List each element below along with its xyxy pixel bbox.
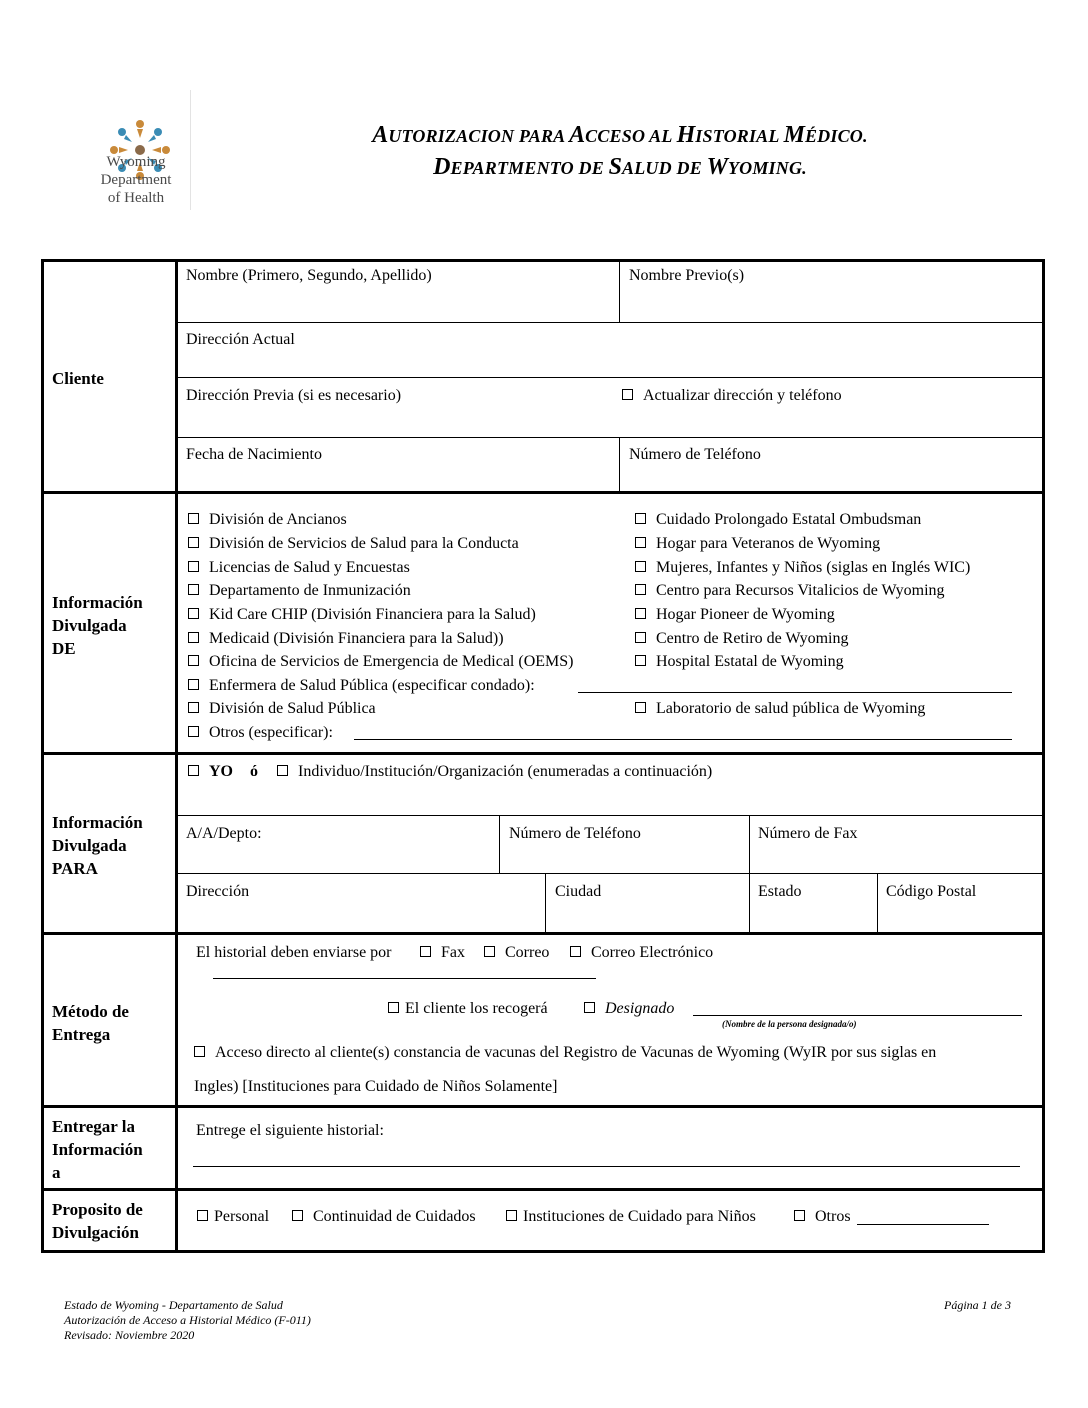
checkbox-icon (635, 655, 646, 666)
nombre-field[interactable]: Nombre (Primero, Segundo, Apellido) (186, 267, 432, 284)
checkbox-icon (292, 1210, 303, 1221)
logo-divider (190, 90, 191, 210)
col-divider (749, 815, 750, 932)
section-divider (41, 932, 1045, 935)
option-pioneer[interactable]: Hogar Pioneer de Wyoming (635, 605, 835, 624)
acceso-directo-line2: Ingles) [Instituciones para Cuidado de Niños Solamente] (194, 1078, 558, 1095)
individuo-checkbox[interactable]: Individuo/Institución/Organización (enumeradas a continuación) (277, 762, 712, 781)
col-divider (499, 815, 500, 873)
checkbox-icon (506, 1210, 517, 1221)
otros-blank-line[interactable] (354, 739, 1012, 740)
checkbox-icon (635, 632, 646, 643)
col-divider (877, 873, 878, 932)
option-oems[interactable]: Oficina de Servicios de Emergencia de Medical (OEMS) (188, 652, 573, 671)
checkbox-icon (277, 765, 288, 776)
para-codigo-postal-field[interactable]: Código Postal (886, 883, 977, 900)
para-estado-field[interactable]: Estado (758, 883, 802, 900)
proposito-otros-checkbox[interactable]: Otros (794, 1207, 851, 1226)
acceso-directo-checkbox[interactable]: Acceso directo al cliente(s) constancia de vacunas del Registro de Vacunas de Wyoming (WyIR por sus siglas en (194, 1043, 936, 1062)
checkbox-icon (635, 561, 646, 572)
form-title-line2: DEPARTMENTO DE SALUD DE WYOMING. (433, 154, 807, 180)
checkbox-icon (188, 655, 199, 666)
yo-checkbox[interactable]: YO (188, 762, 233, 781)
checkbox-icon (622, 389, 633, 400)
para-fax-field[interactable]: Número de Fax (758, 825, 858, 842)
proposito-personal-checkbox[interactable]: Personal (197, 1207, 269, 1226)
option-medicaid[interactable]: Medicaid (División Financiera para la Salud)) (188, 629, 504, 648)
option-recursos-vitalicios[interactable]: Centro para Recursos Vitalicios de Wyoming (635, 581, 945, 600)
checkbox-icon (484, 946, 495, 957)
checkbox-icon (584, 1002, 595, 1013)
option-division-salud[interactable]: División de Salud Pública (188, 699, 376, 718)
para-telefono-field[interactable]: Número de Teléfono (509, 825, 641, 842)
entregar-info-text: Entrege el siguiente historial: (196, 1122, 384, 1139)
direccion-previa-field[interactable]: Dirección Previa (si es necesario) (186, 387, 402, 404)
enfermera-blank-line[interactable] (578, 692, 1012, 693)
entrega-prefix: El historial deben enviarse por (196, 944, 392, 961)
section-label-cliente: Cliente (52, 369, 104, 388)
proposito-continuidad-checkbox[interactable]: Continuidad de Cuidados (292, 1207, 476, 1226)
label-column-divider (175, 259, 178, 1253)
yo-o-separator: ó (250, 763, 258, 780)
checkbox-icon (635, 584, 646, 595)
checkbox-icon (188, 679, 199, 690)
section-label-entrega: Método de Entrega (52, 1002, 129, 1044)
checkbox-icon (188, 608, 199, 619)
designado-note: (Nombre de la persona designada/o) (722, 1019, 857, 1029)
fecha-nacimiento-field[interactable]: Fecha de Nacimiento (186, 446, 322, 463)
option-veteranos[interactable]: Hogar para Veteranos de Wyoming (635, 534, 880, 553)
footer-line2: Autorización de Acceso a Historial Médico (F-011) (64, 1313, 311, 1327)
checkbox-icon (635, 702, 646, 713)
checkbox-icon (188, 632, 199, 643)
nombre-previo-field[interactable]: Nombre Previo(s) (629, 267, 745, 284)
section-label-divulgada-de: Información Divulgada DE (52, 593, 143, 658)
page-number: Página 1 de 3 (944, 1298, 1011, 1312)
option-hospital-estatal[interactable]: Hospital Estatal de Wyoming (635, 652, 844, 671)
designado-blank-line[interactable] (693, 1015, 1022, 1016)
direccion-actual-field[interactable]: Dirección Actual (186, 331, 295, 348)
option-inmunizacion[interactable]: Departamento de Inmunización (188, 581, 411, 600)
option-enfermera[interactable]: Enfermera de Salud Pública (especificar condado): (188, 676, 535, 695)
checkbox-icon (794, 1210, 805, 1221)
checkbox-icon (194, 1046, 205, 1057)
section-divider (41, 1105, 1045, 1108)
option-retiro[interactable]: Centro de Retiro de Wyoming (635, 629, 848, 648)
section-label-entregar-info: Entregar la Información a (52, 1117, 143, 1182)
checkbox-icon (188, 513, 199, 524)
section-label-divulgada-para: Información Divulgada PARA (52, 813, 143, 878)
telefono-field[interactable]: Número de Teléfono (629, 446, 761, 463)
checkbox-icon (388, 1002, 399, 1013)
form-title-line1: AUTORIZACION PARA ACCESO AL HISTORIAL MÉDICO. (372, 122, 868, 148)
checkbox-icon (420, 946, 431, 957)
footer-line3: Revisado: Noviembre 2020 (64, 1328, 195, 1342)
actualizar-checkbox[interactable]: Actualizar dirección y teléfono (622, 386, 842, 405)
option-division-ancianos[interactable]: División de Ancianos (188, 510, 347, 529)
row-divider (177, 377, 1043, 378)
checkbox-icon (188, 584, 199, 595)
checkbox-icon (570, 946, 581, 957)
section-divider (41, 752, 1045, 755)
designado-checkbox[interactable]: Designado (584, 999, 674, 1018)
aa-depto-field[interactable]: A/A/Depto: (186, 825, 262, 842)
row-divider (177, 322, 1043, 323)
entrega-fax-checkbox[interactable]: Fax (420, 943, 465, 962)
proposito-instituciones-checkbox[interactable]: Instituciones de Cuidado para Niños (506, 1207, 756, 1226)
recogera-checkbox[interactable]: El cliente los recogerá (388, 999, 548, 1018)
option-otros[interactable]: Otros (especificar): (188, 723, 333, 742)
option-laboratorio[interactable]: Laboratorio de salud pública de Wyoming (635, 699, 925, 718)
section-label-proposito: Proposito de Divulgación (52, 1200, 143, 1242)
checkbox-icon (188, 726, 199, 737)
checkbox-icon (197, 1210, 208, 1221)
para-ciudad-field[interactable]: Ciudad (555, 883, 602, 900)
col-divider (619, 261, 620, 322)
entrega-correo-checkbox[interactable]: Correo (484, 943, 549, 962)
footer-line1: Estado de Wyoming - Departamento de Salud (64, 1298, 283, 1312)
row-divider (177, 815, 1043, 816)
para-direccion-field[interactable]: Dirección (186, 883, 250, 900)
option-kid-care[interactable]: Kid Care CHIP (División Financiera para la Salud) (188, 605, 536, 624)
section-divider (41, 1188, 1045, 1191)
form-frame (41, 259, 1045, 1253)
checkbox-icon (188, 561, 199, 572)
checkbox-icon (188, 702, 199, 713)
checkbox-icon (635, 608, 646, 619)
checkbox-icon (635, 513, 646, 524)
option-licencias[interactable]: Licencias de Salud y Encuestas (188, 558, 410, 577)
checkbox-icon (188, 765, 199, 776)
option-salud-conducta[interactable]: División de Servicios de Salud para la Conducta (188, 534, 519, 553)
checkbox-icon (635, 537, 646, 548)
email-blank-line[interactable] (213, 978, 596, 979)
entregar-info-blank-line[interactable] (193, 1166, 1020, 1167)
col-divider (619, 437, 620, 491)
entrega-correo-e-checkbox[interactable]: Correo Electrónico (570, 943, 713, 962)
row-divider (177, 437, 1043, 438)
checkbox-icon (188, 537, 199, 548)
option-wic[interactable]: Mujeres, Infantes y Niños (siglas en Inglés WIC) (635, 558, 970, 577)
row-divider (177, 873, 1043, 874)
proposito-otros-blank-line[interactable] (857, 1224, 989, 1225)
option-ombudsman[interactable]: Cuidado Prolongado Estatal Ombudsman (635, 510, 921, 529)
section-divider (41, 491, 1045, 494)
logo-text: Wyoming Department of Health (100, 154, 172, 206)
col-divider (545, 873, 546, 932)
